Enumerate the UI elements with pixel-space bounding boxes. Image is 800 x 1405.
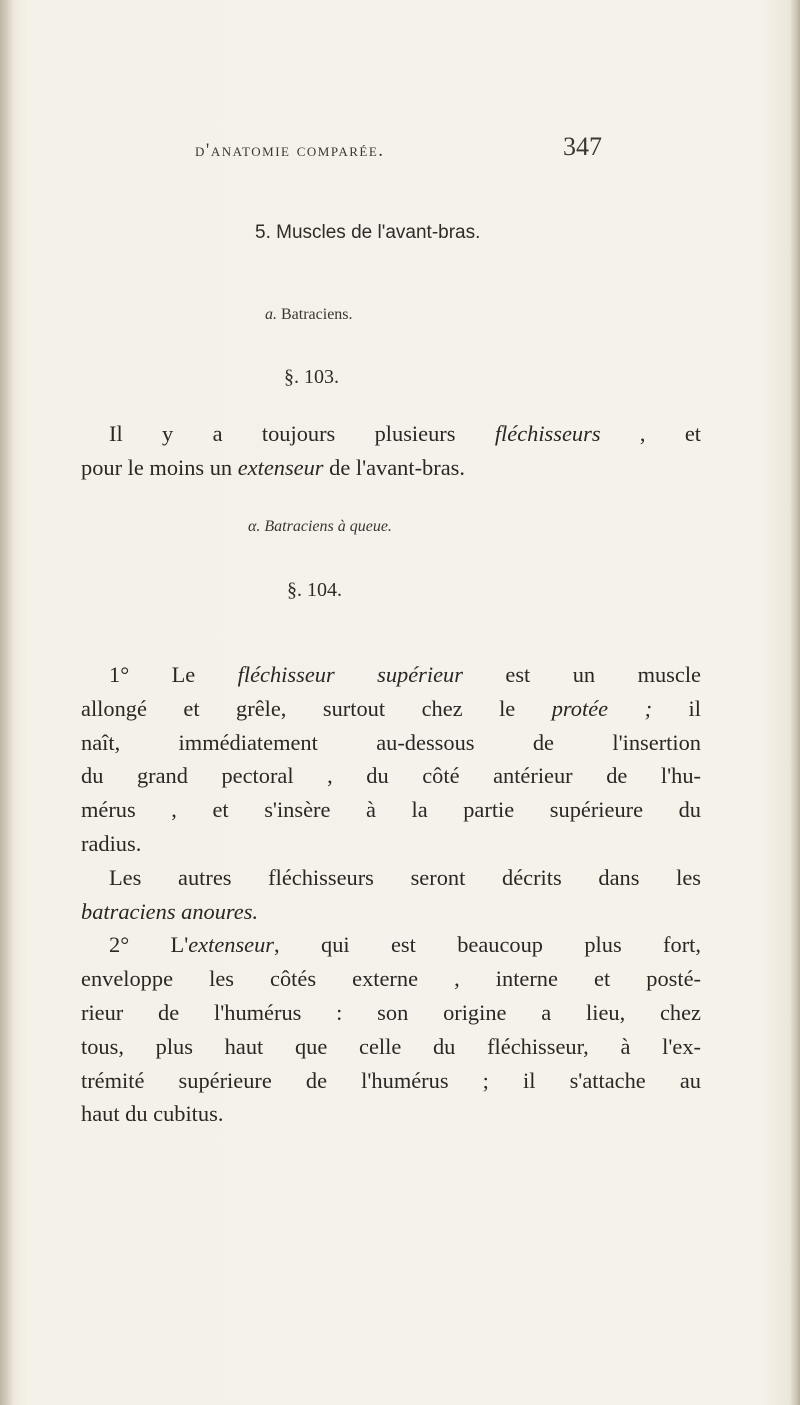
text-line: allongé et grêle, surtout chez le protée ; il: [81, 695, 701, 721]
page-number: 347: [563, 132, 602, 161]
text-line: mérus , et s'insère à la partie supérieure du: [81, 797, 701, 823]
text-line: haut du cubitus.: [81, 1101, 224, 1127]
text-line: tous, plus haut que celle du fléchisseur, à l'ex-: [81, 1033, 701, 1059]
text-line: trémité supérieure de l'humérus ; il s'attache au: [81, 1067, 701, 1093]
text-line: Les autres fléchisseurs seront décrits dans les: [109, 864, 701, 890]
text-line: du grand pectoral , du côté antérieur de l'hu-: [81, 763, 701, 789]
text-line: pour le moins un extenseur de l'avant-bras.: [81, 454, 465, 480]
page-left-edge: [0, 0, 14, 1405]
paragraph-104: [81, 658, 701, 1131]
section-title: 5. Muscles de l'avant-bras.: [255, 222, 481, 243]
text-line: rieur de l'humérus : son origine a lieu, chez: [81, 999, 701, 1025]
text-line: 1° Le fléchisseur supérieur est un muscle: [109, 662, 701, 687]
subsection-heading-batraciens: [265, 306, 353, 324]
paragraph-number-104: §. 104.: [287, 579, 342, 601]
running-head: [195, 140, 385, 162]
text-line: Il y a toujours plusieurs fléchisseurs , et: [109, 421, 702, 446]
page-right-edge: [790, 0, 800, 1405]
paragraph-103: [81, 417, 701, 485]
running-head-prefix: d': [195, 140, 211, 161]
text-line: naît, immédiatement au-dessous de l'insertion: [81, 729, 701, 755]
text-line: enveloppe les côtés externe , interne et posté-: [81, 966, 701, 992]
running-head-title: anatomie comparée.: [210, 140, 385, 161]
text-line: 2° L'extenseur, qui est beaucoup plus fort,: [109, 932, 701, 958]
subsection-label: Batraciens.: [281, 306, 353, 323]
subsection-heading-batraciens-a-queue: α. Batraciens à queue.: [248, 518, 392, 535]
subsection-letter: a.: [265, 306, 277, 323]
text-line: batraciens anoures.: [81, 898, 259, 924]
paragraph-number-103: §. 103.: [284, 366, 339, 388]
text-line: radius.: [81, 830, 142, 856]
